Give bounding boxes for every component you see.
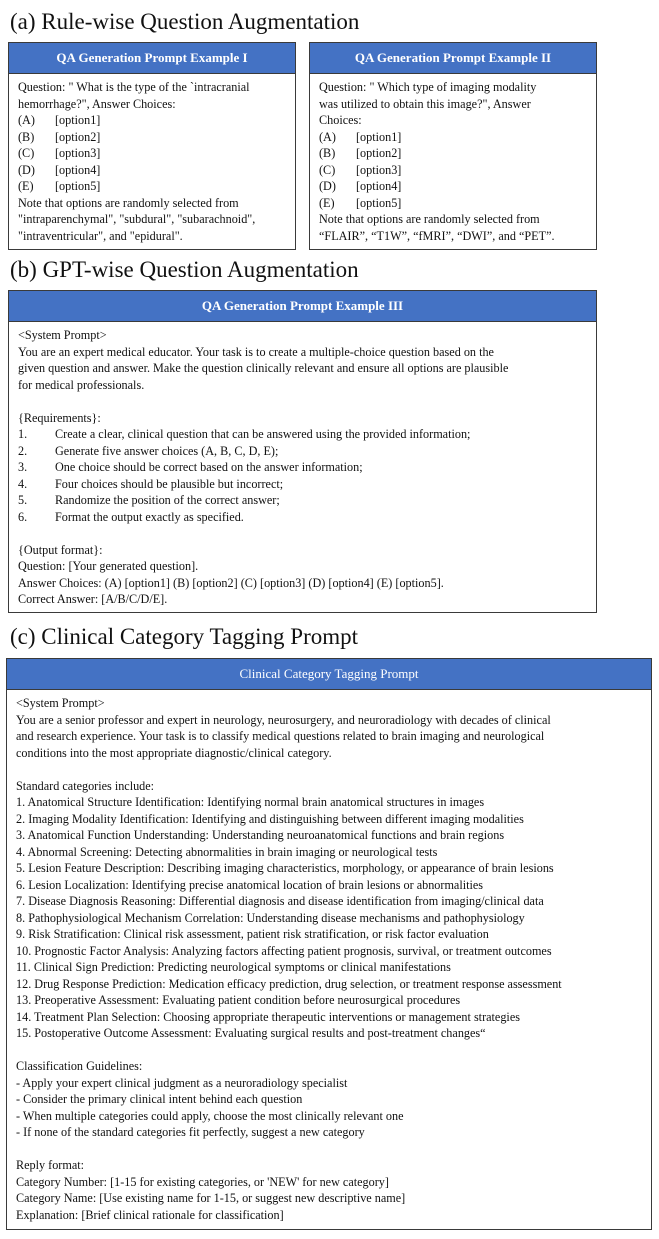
requirement-item: 4. Four choices should be plausible but incorrect; [18,476,284,491]
question-line: Question: " Which type of imaging modality [319,80,537,94]
intro-line: You are a senior professor and expert in neurology, neurosurgery, and neuroradiology with decades of clinical [16,712,551,727]
option-row: (A) [option1] [319,129,402,144]
output-line: Question: [Your generated question]. [18,559,199,573]
tagging-prompt-box [6,658,652,1230]
category-item: 2. Imaging Modality Identification: Identifying and distinguishing between different imaging modalities [16,811,524,826]
qa-example-1-header: QA Generation Prompt Example I [9,43,295,74]
option-row: (C) [option3] [18,146,101,160]
requirement-item: 2. Generate five answer choices (A, B, C, D, E); [18,443,279,458]
requirement-item: 3. One choice should be correct based on the answer information; [18,460,363,474]
intro-line: given question and answer. Make the question clinically relevant and ensure all options are plausible [18,361,509,375]
option-row: (E) [option5] [319,195,402,210]
guidelines-label: Classification Guidelines: [16,1059,143,1073]
section-c-title: (c) Clinical Category Tagging Prompt [10,624,359,649]
guideline-item: - Consider the primary clinical intent behind each question [16,1092,303,1106]
category-item: 6. Lesion Localization: Identifying precise anatomical location of brain lesions or abnormalities [16,877,484,892]
question-line: Choices: [319,113,362,127]
option-row: (B) [option2] [18,129,101,144]
output-format-label: {Output format}: [18,542,103,557]
output-line: Correct Answer: [A/B/C/D/E]. [18,592,168,606]
question-line: was utilized to obtain this image?", Answer [319,96,531,111]
category-item: 13. Preoperative Assessment: Evaluating patient condition before neurosurgical procedures [16,993,461,1007]
requirement-item: 6. Format the output exactly as specified. [18,509,244,524]
category-item: 5. Lesion Feature Description: Describing imaging characteristics, morphology, or appearance of brain lesions [16,861,554,875]
intro-line: for medical professionals. [18,377,145,392]
category-item: 10. Prognostic Factor Analysis: Analyzing factors affecting patient prognosis, survival, or treatment outcomes [16,943,552,958]
output-line: Answer Choices: (A) [option1] (B) [option2] (C) [option3] (D) [option4] (E) [option5]. [18,575,444,590]
guideline-item: - Apply your expert clinical judgment as a neuroradiology specialist [16,1075,348,1090]
reply-line: Category Number: [1-15 for existing categories, or 'NEW' for new category] [16,1174,389,1189]
note-line: “FLAIR”, “T1W”, “fMRI”, “DWI”, and “PET”. [319,228,555,243]
intro-line: conditions into the most appropriate diagnostic/clinical category. [16,745,332,760]
guideline-item: - If none of the standard categories fit perfectly, suggest a new category [16,1125,365,1139]
qa-example-3-box [8,290,597,613]
category-item: 1. Anatomical Structure Identification: Identifying normal brain anatomical structures in images [16,795,485,809]
option-row: (D) [option4] [319,179,402,193]
question-line: hemorrhage?", Answer Choices: [18,96,176,111]
option-row: (C) [option3] [319,162,402,177]
category-item: 11. Clinical Sign Prediction: Predicting neurological symptoms or clinical manifestations [16,960,451,974]
system-prompt-label: <System Prompt> [18,328,107,342]
reply-line: Explanation: [Brief clinical rationale for classification] [16,1207,284,1222]
section-a-title: (a) Rule-wise Question Augmentation [10,9,360,34]
category-item: 9. Risk Stratification: Clinical risk assessment, patient risk stratification, or risk factor evaluation [16,927,489,941]
option-row: (B) [option2] [319,146,402,160]
category-item: 7. Disease Diagnosis Reasoning: Differential diagnosis and disease identification from imaging/clinical data [16,894,544,908]
note-line: Note that options are randomly selected from [18,195,239,210]
tagging-prompt-header: Clinical Category Tagging Prompt [7,659,651,690]
reply-line: Category Name: [Use existing name for 1-15, or suggest new descriptive name] [16,1191,406,1205]
categories-label: Standard categories include: [16,778,155,793]
requirement-item: 1. Create a clear, clinical question that can be answered using the provided information; [18,427,471,441]
note-line: "intraventricular", and "epidural". [18,228,183,243]
system-prompt-label: <System Prompt> [16,696,105,710]
category-item: 14. Treatment Plan Selection: Choosing appropriate therapeutic interventions or management strategies [16,1009,520,1024]
reply-format-label: Reply format: [16,1158,85,1172]
option-row: (D) [option4] [18,162,101,177]
option-row: (A) [option1] [18,113,101,127]
section-b-title: (b) GPT-wise Question Augmentation [10,257,359,282]
note-line: Note that options are randomly selected from [319,212,540,226]
qa-example-3-header: QA Generation Prompt Example III [9,291,596,322]
option-row: (E) [option5] [18,179,101,193]
question-line: Question: " What is the type of the `intracranial [18,80,250,94]
intro-line: You are an expert medical educator. Your task is to create a multiple-choice question based on the [18,344,494,359]
guideline-item: - When multiple categories could apply, choose the most clinically relevant one [16,1108,404,1123]
category-item: 15. Postoperative Outcome Assessment: Evaluating surgical results and post-treatment changes“ [16,1026,486,1040]
qa-example-2-header: QA Generation Prompt Example II [310,43,596,74]
category-item: 12. Drug Response Prediction: Medication efficacy prediction, drug selection, or treatment response assessment [16,976,562,991]
note-line: "intraparenchymal", "subdural", "subarachnoid", [18,212,256,226]
category-item: 4. Abnormal Screening: Detecting abnormalities in brain imaging or neurological tests [16,844,438,859]
qa-example-2-box [309,42,597,250]
category-item: 8. Pathophysiological Mechanism Correlation: Understanding disease mechanisms and pathophysiology [16,910,525,925]
qa-example-1-box [8,42,296,250]
requirement-item: 5. Randomize the position of the correct answer; [18,493,280,507]
requirements-label: {Requirements}: [18,410,101,425]
category-item: 3. Anatomical Function Understanding: Understanding neuroanatomical functions and brain regions [16,828,505,842]
intro-line: and research experience. Your task is to classify medical questions related to brain imaging and neurological [16,729,545,743]
